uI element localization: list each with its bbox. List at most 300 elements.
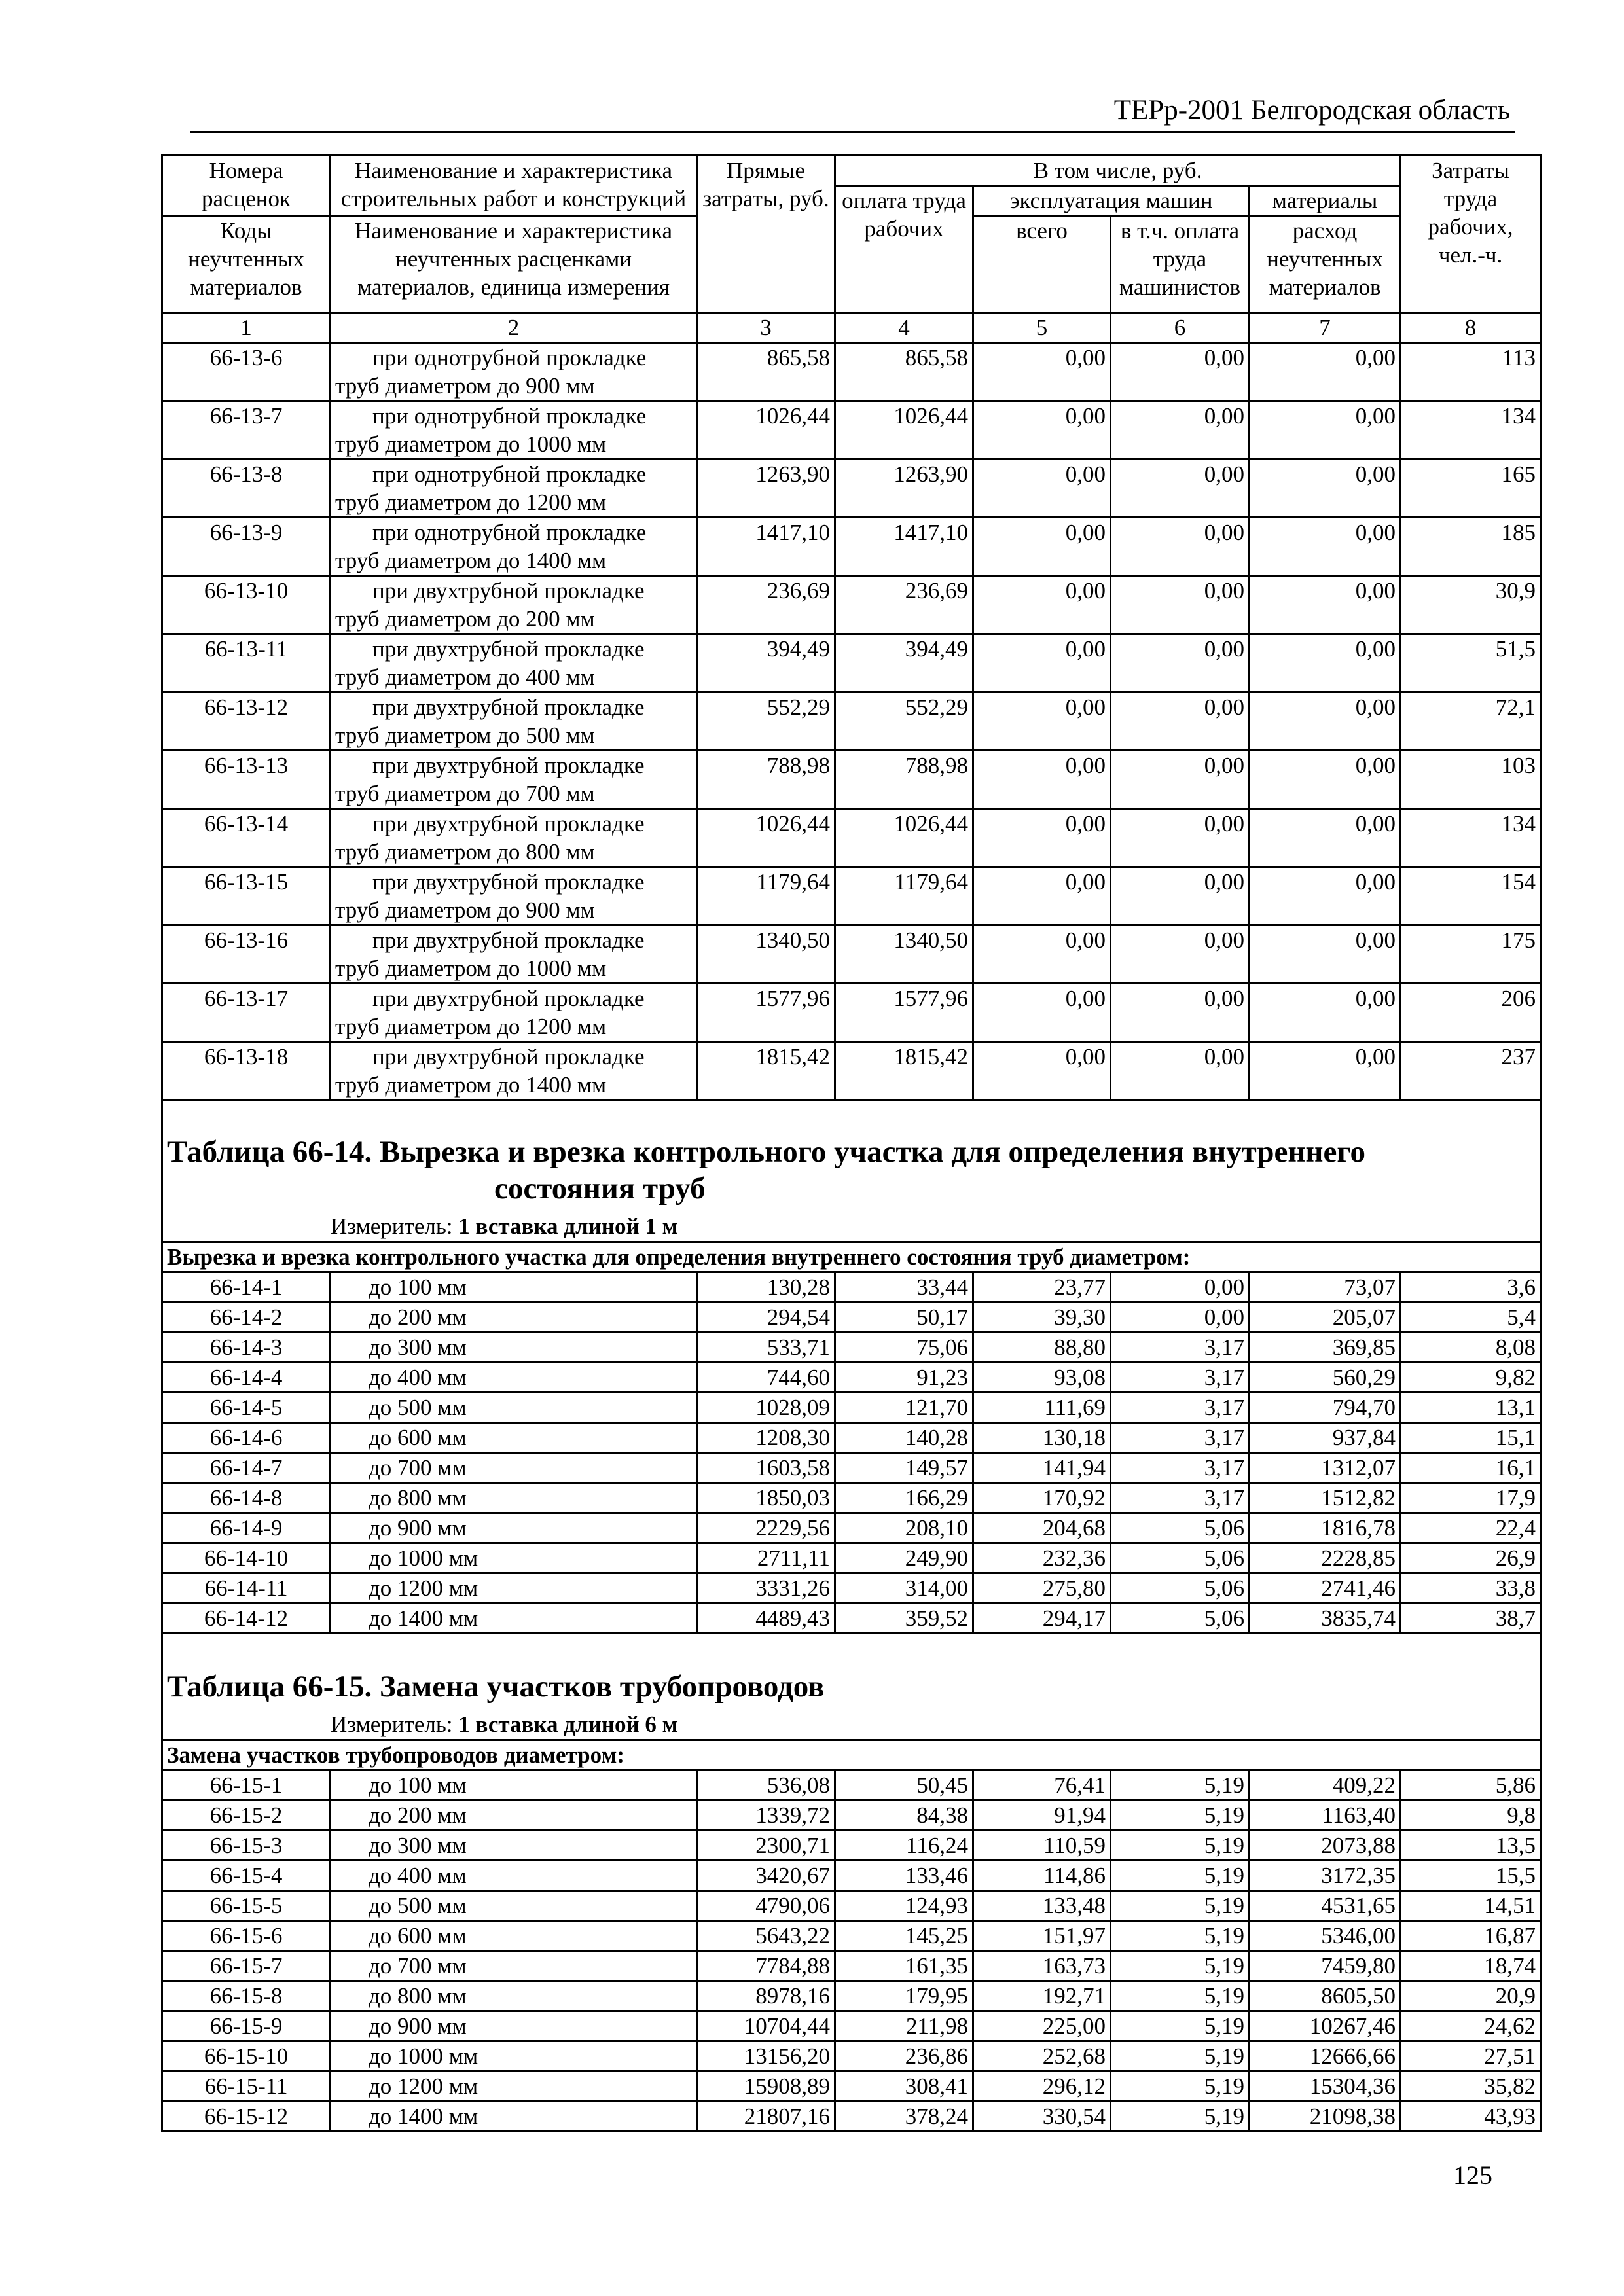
rate-name: до 1400 мм [331,1604,697,1634]
rate-name [331,343,697,401]
labor-hours-cell: 8,08 [1401,1333,1541,1363]
table-row [162,1333,1541,1363]
worker-pay-cell: 133,46 [835,1861,973,1891]
measure-label: Измеритель: [331,1712,453,1737]
machines-total-cell: 91,94 [973,1801,1111,1831]
table-row [162,576,1541,634]
operator-pay-cell: 5,19 [1111,2041,1250,2072]
machines-total-cell: 39,30 [973,1302,1111,1333]
operator-pay-cell: 5,06 [1111,1543,1250,1573]
table-66-15-title [167,1668,1536,1705]
materials-cell: 937,84 [1250,1423,1401,1453]
header-including: В том числе, руб. [835,156,1401,186]
machines-total-cell: 275,80 [973,1573,1111,1604]
rate-code: 66-14-7 [162,1453,331,1483]
table-66-14-title-line2: состояния труб [494,1172,706,1206]
machines-total-cell: 330,54 [973,2102,1111,2132]
direct-costs-cell: 21807,16 [697,2102,835,2132]
worker-pay-cell: 179,95 [835,1981,973,2011]
table-66-14-measure [167,1212,1536,1241]
rate-code: 66-15-1 [162,1770,331,1801]
operator-pay-cell: 5,19 [1111,2011,1250,2041]
page-number: 125 [1453,2161,1492,2190]
header-machines-total: всего [973,216,1111,313]
materials-cell: 4531,65 [1250,1891,1401,1921]
direct-costs-cell: 552,29 [697,692,835,751]
direct-costs-cell: 3420,67 [697,1861,835,1891]
direct-costs-cell: 1815,42 [697,1042,835,1100]
materials-cell: 2073,88 [1250,1831,1401,1861]
rate-name-line2: труб диаметром до 1000 мм [335,956,607,981]
rate-name [331,634,697,692]
materials-cell: 409,22 [1250,1770,1401,1801]
labor-hours-cell: 15,1 [1401,1423,1541,1453]
direct-costs-cell: 2711,11 [697,1543,835,1573]
rate-name [331,401,697,459]
direct-costs-cell: 7784,88 [697,1951,835,1981]
rate-name: до 700 мм [331,1453,697,1483]
table-row [162,2102,1541,2132]
direct-costs-cell: 4790,06 [697,1891,835,1921]
rate-code: 66-15-7 [162,1951,331,1981]
direct-costs-cell: 536,08 [697,1770,835,1801]
materials-cell: 2228,85 [1250,1543,1401,1573]
operator-pay-cell: 5,06 [1111,1513,1250,1543]
operator-pay-cell: 0,00 [1111,925,1250,984]
operator-pay-cell: 5,19 [1111,1861,1250,1891]
rate-name-line1: при двухтрубной прокладке [372,1044,645,1069]
header-worker-pay: оплата труда рабочих [835,186,973,313]
worker-pay-cell: 1815,42 [835,1042,973,1100]
rate-name: до 300 мм [331,1333,697,1363]
materials-cell: 2741,46 [1250,1573,1401,1604]
materials-cell: 1512,82 [1250,1483,1401,1513]
machines-total-cell: 0,00 [973,984,1111,1042]
rate-name: до 1400 мм [331,2102,697,2132]
operator-pay-cell: 5,19 [1111,1921,1250,1951]
table-row [162,925,1541,984]
rate-name: до 1200 мм [331,2072,697,2102]
rate-code: 66-14-1 [162,1272,331,1302]
rate-name [331,984,697,1042]
labor-hours-cell: 43,93 [1401,2102,1541,2132]
operator-pay-cell: 5,19 [1111,1770,1250,1801]
rate-code: 66-14-11 [162,1573,331,1604]
rate-code: 66-13-8 [162,459,331,518]
direct-costs-cell: 1340,50 [697,925,835,984]
labor-hours-cell: 38,7 [1401,1604,1541,1634]
table-row [162,1604,1541,1634]
table-row [162,1543,1541,1573]
rate-code: 66-13-11 [162,634,331,692]
worker-pay-cell: 552,29 [835,692,973,751]
table-row [162,1801,1541,1831]
header-labor-hours: Затраты труда рабочих, чел.-ч. [1401,156,1541,313]
rate-code: 66-14-3 [162,1333,331,1363]
worker-pay-cell: 865,58 [835,343,973,401]
machines-total-cell: 0,00 [973,401,1111,459]
operator-pay-cell: 0,00 [1111,867,1250,925]
machines-total-cell: 0,00 [973,867,1111,925]
operator-pay-cell: 3,17 [1111,1453,1250,1483]
rate-name-line2: труб диаметром до 1400 мм [335,1072,607,1098]
worker-pay-cell: 1026,44 [835,809,973,867]
operator-pay-cell: 5,19 [1111,2102,1250,2132]
labor-hours-cell: 134 [1401,809,1541,867]
table-66-15-section-label: Замена участков трубопроводов диаметром: [162,1740,1541,1770]
direct-costs-cell: 1603,58 [697,1453,835,1483]
rates-table [161,154,1542,2132]
materials-cell: 73,07 [1250,1272,1401,1302]
worker-pay-cell: 166,29 [835,1483,973,1513]
labor-hours-cell: 9,8 [1401,1801,1541,1831]
rate-name-line1: при двухтрубной прокладке [372,578,645,603]
header-direct-costs: Прямые затраты, руб. [697,156,835,313]
operator-pay-cell: 5,19 [1111,2072,1250,2102]
table-row [162,1861,1541,1891]
rate-name: до 1200 мм [331,1573,697,1604]
machines-total-cell: 0,00 [973,518,1111,576]
direct-costs-cell: 15908,89 [697,2072,835,2102]
direct-costs-cell: 5643,22 [697,1921,835,1951]
machines-total-cell: 0,00 [973,809,1111,867]
rate-name: до 100 мм [331,1770,697,1801]
page-header-title: ТЕРр-2001 Белгородская область [1113,95,1510,126]
operator-pay-cell: 0,00 [1111,343,1250,401]
rate-code: 66-15-6 [162,1921,331,1951]
worker-pay-cell: 308,41 [835,2072,973,2102]
rate-name-line2: труб диаметром до 500 мм [335,723,595,748]
rate-code: 66-15-12 [162,2102,331,2132]
rate-code: 66-14-5 [162,1393,331,1423]
direct-costs-cell: 4489,43 [697,1604,835,1634]
rate-code: 66-14-8 [162,1483,331,1513]
header-operator-pay: в т.ч. оплата труда машинистов [1111,216,1250,313]
direct-costs-cell: 865,58 [697,343,835,401]
table-row [162,867,1541,925]
table-row [162,401,1541,459]
rate-name-line2: труб диаметром до 800 мм [335,839,595,865]
rate-name [331,459,697,518]
operator-pay-cell: 5,19 [1111,1951,1250,1981]
labor-hours-cell: 13,1 [1401,1393,1541,1423]
materials-cell: 0,00 [1250,401,1401,459]
worker-pay-cell: 140,28 [835,1423,973,1453]
rate-name-line1: при однотрубной прокладке [372,403,647,429]
machines-total-cell: 93,08 [973,1363,1111,1393]
machines-total-cell: 232,36 [973,1543,1111,1573]
worker-pay-cell: 359,52 [835,1604,973,1634]
materials-cell: 5346,00 [1250,1921,1401,1951]
machines-total-cell: 0,00 [973,751,1111,809]
direct-costs-cell: 3331,26 [697,1573,835,1604]
materials-cell: 369,85 [1250,1333,1401,1363]
table-66-14-section-label: Вырезка и врезка контрольного участка для определения внутреннего состояния труб диаметром: [162,1242,1541,1272]
rate-name: до 500 мм [331,1393,697,1423]
rate-code: 66-13-6 [162,343,331,401]
table-66-14-title-row [162,1100,1541,1242]
rate-name [331,925,697,984]
operator-pay-cell: 5,19 [1111,1981,1250,2011]
rate-code: 66-13-13 [162,751,331,809]
labor-hours-cell: 33,8 [1401,1573,1541,1604]
table-row [162,518,1541,576]
labor-hours-cell: 72,1 [1401,692,1541,751]
rate-name: до 900 мм [331,1513,697,1543]
table-66-15-section-row [162,1740,1541,1770]
labor-hours-cell: 185 [1401,518,1541,576]
rate-code: 66-13-17 [162,984,331,1042]
labor-hours-cell: 175 [1401,925,1541,984]
rate-name: до 400 мм [331,1363,697,1393]
operator-pay-cell: 3,17 [1111,1333,1250,1363]
rate-code: 66-15-10 [162,2041,331,2072]
rate-code: 66-13-14 [162,809,331,867]
table-66-15-title-line1: Таблица 66-15. Замена участков трубопроводов [167,1670,825,1704]
table-row [162,1981,1541,2011]
rate-code: 66-15-4 [162,1861,331,1891]
table-66-14-title [167,1134,1536,1207]
rate-name: до 1000 мм [331,2041,697,2072]
direct-costs-cell: 1026,44 [697,401,835,459]
column-number: 6 [1111,313,1250,343]
table-row [162,751,1541,809]
rate-name: до 400 мм [331,1861,697,1891]
labor-hours-cell: 134 [1401,401,1541,459]
materials-cell: 0,00 [1250,692,1401,751]
machines-total-cell: 23,77 [973,1272,1111,1302]
table-row [162,1363,1541,1393]
operator-pay-cell: 0,00 [1111,692,1250,751]
table-row [162,1921,1541,1951]
table-row [162,692,1541,751]
rate-code: 66-13-16 [162,925,331,984]
rate-name-line1: при двухтрубной прокладке [372,636,645,662]
worker-pay-cell: 149,57 [835,1453,973,1483]
worker-pay-cell: 50,45 [835,1770,973,1801]
table-row [162,1831,1541,1861]
table-row [162,1453,1541,1483]
machines-total-cell: 204,68 [973,1513,1111,1543]
machines-total-cell: 0,00 [973,692,1111,751]
direct-costs-cell: 130,28 [697,1272,835,1302]
rate-name: до 600 мм [331,1423,697,1453]
materials-cell: 0,00 [1250,634,1401,692]
labor-hours-cell: 30,9 [1401,576,1541,634]
direct-costs-cell: 1339,72 [697,1801,835,1831]
operator-pay-cell: 5,06 [1111,1604,1250,1634]
worker-pay-cell: 84,38 [835,1801,973,1831]
rate-name [331,809,697,867]
table-row [162,1573,1541,1604]
operator-pay-cell: 0,00 [1111,401,1250,459]
direct-costs-cell: 1026,44 [697,809,835,867]
table-row [162,809,1541,867]
labor-hours-cell: 16,87 [1401,1921,1541,1951]
labor-hours-cell: 18,74 [1401,1951,1541,1981]
labor-hours-cell: 22,4 [1401,1513,1541,1543]
machines-total-cell: 296,12 [973,2072,1111,2102]
operator-pay-cell: 5,19 [1111,1891,1250,1921]
table-row [162,1513,1541,1543]
materials-cell: 0,00 [1250,1042,1401,1100]
worker-pay-cell: 145,25 [835,1921,973,1951]
header-work-name: Наименование и характеристика строительных работ и конструкций [331,156,697,216]
worker-pay-cell: 314,00 [835,1573,973,1604]
rate-name-line2: труб диаметром до 700 мм [335,781,595,806]
worker-pay-cell: 1577,96 [835,984,973,1042]
machines-total-cell: 114,86 [973,1861,1111,1891]
table-66-14-title-cell [162,1100,1541,1242]
worker-pay-cell: 1417,10 [835,518,973,576]
materials-cell: 1816,78 [1250,1513,1401,1543]
direct-costs-cell: 294,54 [697,1302,835,1333]
materials-cell: 21098,38 [1250,2102,1401,2132]
direct-costs-cell: 394,49 [697,634,835,692]
labor-hours-cell: 24,62 [1401,2011,1541,2041]
direct-costs-cell: 1028,09 [697,1393,835,1423]
worker-pay-cell: 161,35 [835,1951,973,1981]
column-number: 5 [973,313,1111,343]
labor-hours-cell: 20,9 [1401,1981,1541,2011]
labor-hours-cell: 3,6 [1401,1272,1541,1302]
worker-pay-cell: 1263,90 [835,459,973,518]
column-number: 8 [1401,313,1541,343]
operator-pay-cell: 3,17 [1111,1393,1250,1423]
operator-pay-cell: 0,00 [1111,984,1250,1042]
direct-costs-cell: 533,71 [697,1333,835,1363]
rate-code: 66-14-6 [162,1423,331,1453]
worker-pay-cell: 1340,50 [835,925,973,984]
machines-total-cell: 111,69 [973,1393,1111,1423]
rate-name-line1: при двухтрубной прокладке [372,694,645,720]
table-row [162,459,1541,518]
machines-total-cell: 294,17 [973,1604,1111,1634]
rate-code: 66-15-5 [162,1891,331,1921]
rate-name: до 900 мм [331,2011,697,2041]
direct-costs-cell: 13156,20 [697,2041,835,2072]
rate-name [331,576,697,634]
rate-code: 66-13-9 [162,518,331,576]
operator-pay-cell: 0,00 [1111,751,1250,809]
materials-cell: 0,00 [1250,984,1401,1042]
rate-name-line2: труб диаметром до 900 мм [335,897,595,923]
direct-costs-cell: 1208,30 [697,1423,835,1453]
labor-hours-cell: 51,5 [1401,634,1541,692]
rate-name-line1: при двухтрубной прокладке [372,811,645,836]
rate-name-line1: при двухтрубной прокладке [372,927,645,953]
column-number: 7 [1250,313,1401,343]
labor-hours-cell: 27,51 [1401,2041,1541,2072]
direct-costs-cell: 1179,64 [697,867,835,925]
machines-total-cell: 0,00 [973,1042,1111,1100]
rate-code: 66-15-2 [162,1801,331,1831]
machines-total-cell: 0,00 [973,343,1111,401]
materials-cell: 1312,07 [1250,1453,1401,1483]
materials-cell: 12666,66 [1250,2041,1401,2072]
worker-pay-cell: 249,90 [835,1543,973,1573]
operator-pay-cell: 5,19 [1111,1831,1250,1861]
materials-cell: 8605,50 [1250,1981,1401,2011]
labor-hours-cell: 5,4 [1401,1302,1541,1333]
worker-pay-cell: 75,06 [835,1333,973,1363]
worker-pay-cell: 121,70 [835,1393,973,1423]
materials-cell: 1163,40 [1250,1801,1401,1831]
machines-total-cell: 192,71 [973,1981,1111,2011]
materials-cell: 0,00 [1250,867,1401,925]
direct-costs-cell: 788,98 [697,751,835,809]
worker-pay-cell: 1026,44 [835,401,973,459]
worker-pay-cell: 1179,64 [835,867,973,925]
worker-pay-cell: 116,24 [835,1831,973,1861]
materials-cell: 0,00 [1250,576,1401,634]
rate-name-line2: труб диаметром до 400 мм [335,664,595,690]
measure-value: 1 вставка длиной 1 м [458,1213,678,1239]
column-number: 3 [697,313,835,343]
rate-name [331,1042,697,1100]
labor-hours-cell: 13,5 [1401,1831,1541,1861]
labor-hours-cell: 103 [1401,751,1541,809]
page-header [190,92,1515,133]
labor-hours-cell: 26,9 [1401,1543,1541,1573]
table-66-15-title-row [162,1634,1541,1740]
table-row [162,343,1541,401]
operator-pay-cell: 0,00 [1111,459,1250,518]
direct-costs-cell: 1417,10 [697,518,835,576]
rate-name: до 200 мм [331,1801,697,1831]
worker-pay-cell: 50,17 [835,1302,973,1333]
header-material-name: Наименование и характеристика неучтенных расценками материалов, единица измерения [331,216,697,313]
direct-costs-cell: 744,60 [697,1363,835,1393]
worker-pay-cell: 394,49 [835,634,973,692]
machines-total-cell: 0,00 [973,634,1111,692]
operator-pay-cell: 0,00 [1111,634,1250,692]
labor-hours-cell: 206 [1401,984,1541,1042]
materials-cell: 3835,74 [1250,1604,1401,1634]
worker-pay-cell: 211,98 [835,2011,973,2041]
operator-pay-cell: 0,00 [1111,809,1250,867]
labor-hours-cell: 154 [1401,867,1541,925]
rate-code: 66-15-8 [162,1981,331,2011]
rate-code: 66-13-12 [162,692,331,751]
table-row [162,2011,1541,2041]
worker-pay-cell: 124,93 [835,1891,973,1921]
operator-pay-cell: 0,00 [1111,576,1250,634]
direct-costs-cell: 8978,16 [697,1981,835,2011]
materials-cell: 3172,35 [1250,1861,1401,1891]
materials-cell: 0,00 [1250,459,1401,518]
operator-pay-cell: 0,00 [1111,518,1250,576]
operator-pay-cell: 3,17 [1111,1363,1250,1393]
rate-name-line1: при однотрубной прокладке [372,520,647,545]
labor-hours-cell: 113 [1401,343,1541,401]
rate-name-line1: при двухтрубной прокладке [372,869,645,895]
rate-code: 66-15-9 [162,2011,331,2041]
labor-hours-cell: 35,82 [1401,2072,1541,2102]
rate-name-line2: труб диаметром до 900 мм [335,373,595,399]
machines-total-cell: 130,18 [973,1423,1111,1453]
worker-pay-cell: 788,98 [835,751,973,809]
rate-name [331,867,697,925]
table-row [162,1951,1541,1981]
rate-code: 66-13-10 [162,576,331,634]
worker-pay-cell: 91,23 [835,1363,973,1393]
direct-costs-cell: 2229,56 [697,1513,835,1543]
materials-cell: 0,00 [1250,809,1401,867]
materials-cell: 560,29 [1250,1363,1401,1393]
labor-hours-cell: 9,82 [1401,1363,1541,1393]
machines-total-cell: 88,80 [973,1333,1111,1363]
